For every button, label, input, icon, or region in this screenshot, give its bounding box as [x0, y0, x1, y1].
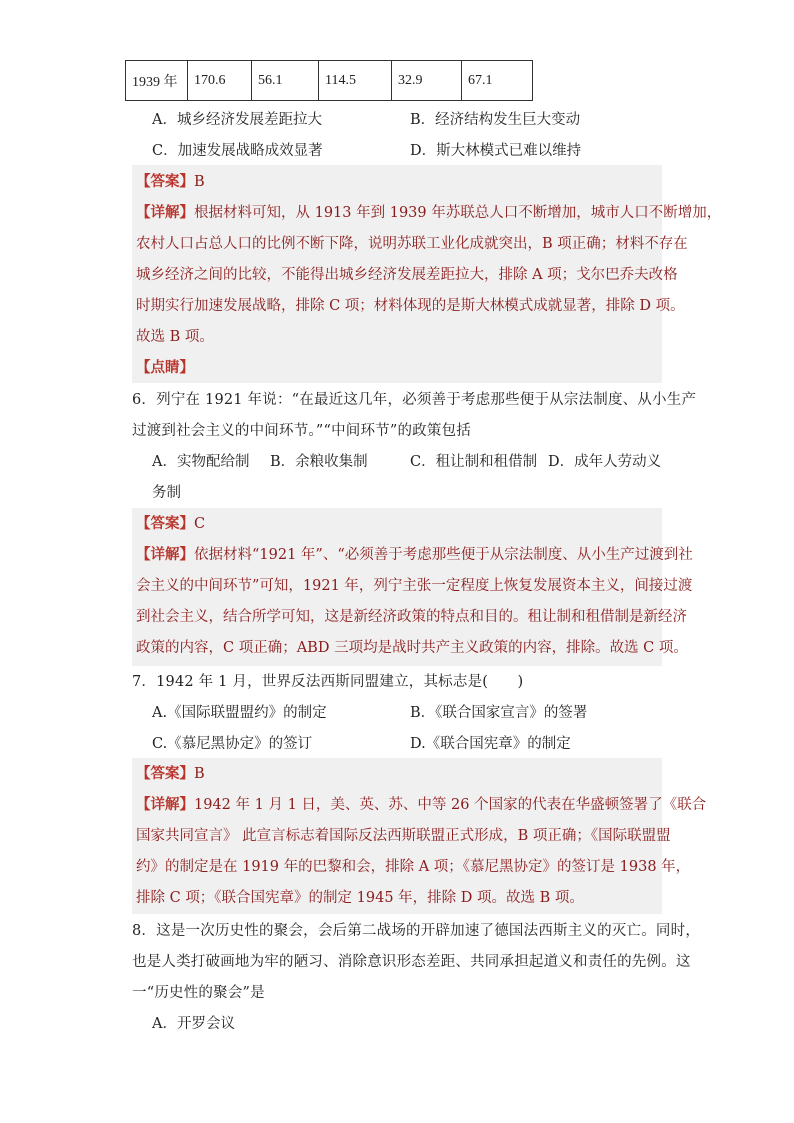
q8-stem-line: 也是人类打破画地为牢的陋习、消除意识形态差距、共同承担起道义和责任的先例。这 [132, 954, 691, 970]
detail-label: 【详解】 [136, 204, 194, 221]
pointer-label: 【点睛】 [136, 359, 194, 376]
q6-stem-line: 过渡到社会主义的中间环节。”“中间环节”的政策包括 [132, 423, 471, 439]
detail-text: 依据材料“1921 年”、“必须善于考虑那些便于从宗法制度、从小生产过渡到社 [194, 547, 693, 563]
q5-detail-line [136, 203, 721, 223]
q6-option-d-cont: 务制 [152, 485, 181, 501]
q6-option-c: C．租让制和租借制 [410, 454, 538, 470]
q5-detail-line: 农村人口占总人口的比例不断下降，说明苏联工业化成就突出，B 项正确；材料不存在 [136, 236, 688, 252]
q6-answer [136, 514, 205, 534]
answer-value: B [194, 766, 205, 782]
q7-option-c: C.《慕尼黑协定》的签订 [152, 736, 313, 752]
table-cell: 1939 年 [126, 61, 188, 101]
q5-answer [136, 172, 205, 192]
detail-text: 根据材料可知，从 1913 年到 1939 年苏联总人口不断增加，城市人口不断增加， [194, 205, 722, 221]
q7-detail-line: 约》的制定是在 1919 年的巴黎和会，排除 A 项；《慕尼黑协定》的签订是 1938 年， [136, 859, 691, 875]
q7-detail-line [136, 795, 706, 815]
table-cell: 170.6 [188, 61, 252, 101]
table-cell: 56.1 [252, 61, 319, 101]
answer-label: 【答案】 [136, 515, 194, 532]
q7-option-d: D.《联合国宪章》的制定 [410, 736, 571, 752]
q5-detail-line: 故选 B 项。 [136, 329, 214, 345]
q5-detail-line: 时期实行加速发展战略，排除 C 项；材料体现的是斯大林模式成就显著，排除 D 项。 [136, 298, 685, 314]
answer-value: C [194, 516, 206, 532]
detail-text: 1942 年 1 月 1 日，美、英、苏、中等 26 个国家的代表在华盛顿签署了《联合 [194, 797, 707, 813]
q5-option-b: B．经济结构发生巨大变动 [410, 112, 581, 128]
q6-detail-line: 到社会主义，结合所学可知，这是新经济政策的特点和目的。租让制和租借制是新经济 [136, 609, 687, 625]
q7-option-b: B．《联合国家宣言》的签署 [410, 705, 588, 721]
q5-option-d: D．斯大林模式已难以维持 [410, 143, 582, 159]
q7-option-a: A.《国际联盟盟约》的制定 [152, 705, 327, 721]
q7-detail-line: 排除 C 项；《联合国宪章》的制定 1945 年，排除 D 项。故选 B 项。 [136, 890, 584, 906]
q6-detail-line: 政策的内容，C 项正确；ABD 三项均是战时共产主义政策的内容，排除。故选 C 项。 [136, 640, 688, 656]
q5-pointer [136, 358, 194, 378]
answer-value: B [194, 174, 205, 190]
q6-option-a: A．实物配给制 [152, 454, 250, 470]
q7-stem: 7．1942 年 1 月，世界反法西斯同盟建立，其标志是( ) [132, 674, 524, 690]
q5-option-c: C．加速发展战略成效显著 [152, 143, 323, 159]
q8-stem-line: 8．这是一次历史性的聚会，会后第二战场的开辟加速了德国法西斯主义的灭亡。同时， [132, 923, 701, 939]
table-cell: 67.1 [462, 61, 533, 101]
table-row [126, 61, 533, 101]
q6-option-b: B．余粮收集制 [270, 454, 368, 470]
q8-stem-line: 一“历史性的聚会”是 [132, 985, 265, 1001]
detail-label: 【详解】 [136, 546, 194, 563]
table-cell: 32.9 [392, 61, 462, 101]
q5-detail-line: 城乡经济之间的比较，不能得出城乡经济发展差距拉大，排除 A 项；戈尔巴乔夫改格 [136, 267, 678, 283]
data-table [125, 60, 533, 101]
q6-detail-line: 会主义的中间环节”可知，1921 年，列宁主张一定程度上恢复发展资本主义，间接过渡 [136, 578, 693, 594]
q7-detail-line: 国家共同宣言》 此宣言标志着国际反法西斯联盟正式形成，B 项正确；《国际联盟盟 [136, 828, 671, 844]
q6-option-d: D．成年人劳动义 [548, 454, 662, 470]
q5-option-a: A．城乡经济发展差距拉大 [152, 112, 322, 128]
detail-label: 【详解】 [136, 796, 194, 813]
answer-label: 【答案】 [136, 173, 194, 190]
q6-stem-line: 6．列宁在 1921 年说：“在最近这几年，必须善于考虑那些便于从宗法制度、从小生产 [132, 392, 697, 408]
table-cell: 114.5 [319, 61, 392, 101]
q7-answer [136, 764, 205, 784]
q6-detail-line [136, 545, 693, 565]
q8-option-a: A．开罗会议 [152, 1016, 235, 1032]
answer-label: 【答案】 [136, 765, 194, 782]
